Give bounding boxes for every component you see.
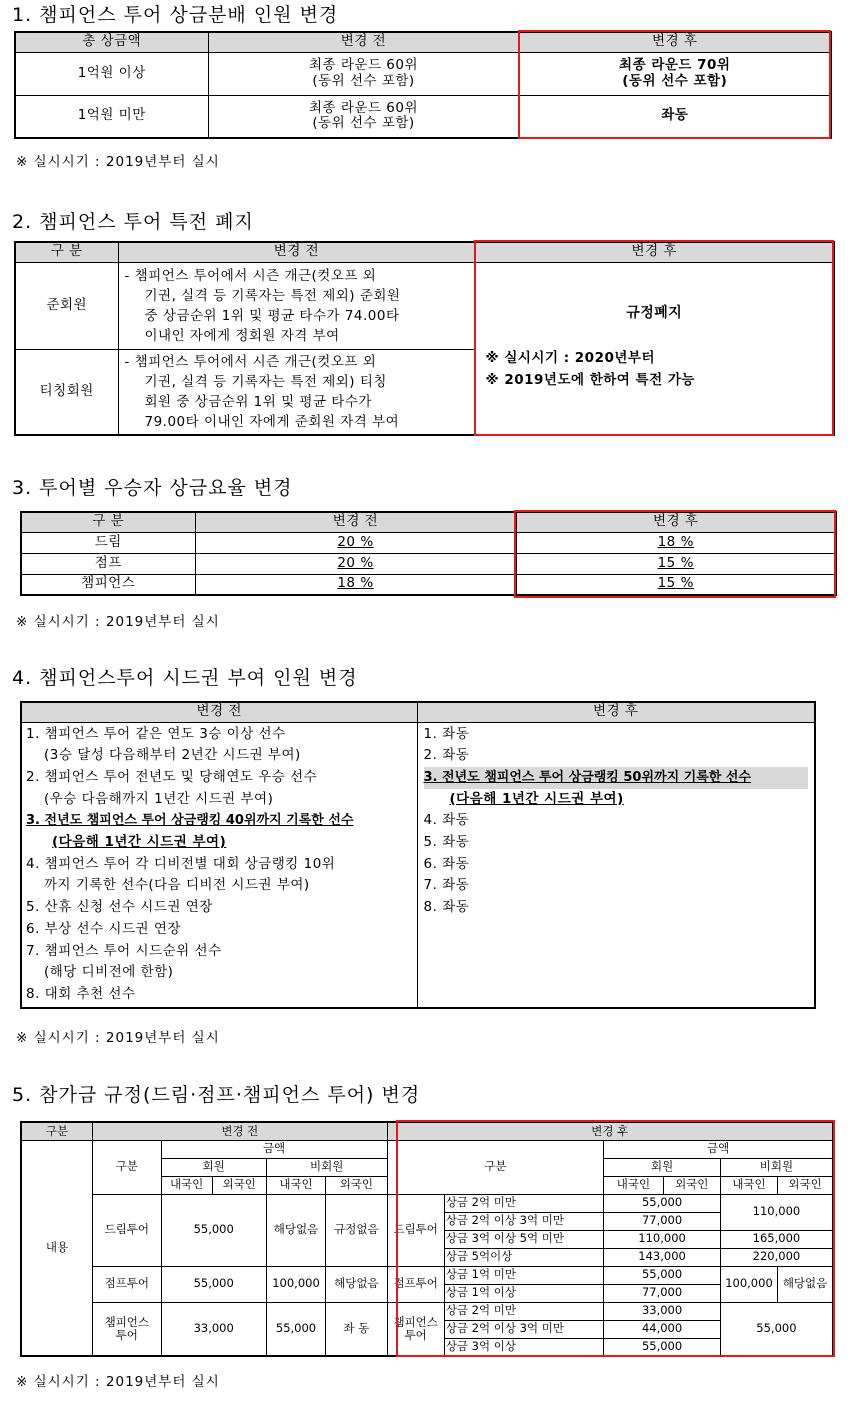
prize-distribution-table [14, 31, 832, 139]
text-line: - 챔피언스 투어에서 시즌 개근(컷오프 외 [124, 267, 377, 284]
abolished-label: 규정폐지 [626, 304, 683, 321]
privilege-table [14, 241, 835, 436]
list-item: 6. 부상 선수 시드권 연장 [26, 920, 181, 937]
header-before: 변경 전 [21, 702, 417, 722]
text-line: (동위 선수 포함) [622, 72, 728, 89]
section-3-title: 3. 투어별 우승자 상금요율 변경 [12, 477, 293, 499]
table-cell: 규정없음 [326, 1194, 387, 1266]
table-cell: 비회원 [266, 1158, 387, 1176]
table-cell: 점프 [21, 553, 195, 574]
list-item: 1. 챔피언스 투어 같은 연도 3승 이상 선수 [26, 725, 286, 742]
list-item: 1. 좌동 [423, 725, 470, 742]
table-cell: 20 % [195, 532, 516, 553]
after-list [417, 722, 815, 1008]
table-cell: 55,000 [604, 1266, 721, 1284]
text-line: 투어 [404, 1327, 427, 1342]
table-cell: 165,000 [720, 1230, 833, 1248]
table-cell: 상금 2억 이상 3억 미만 [444, 1212, 604, 1230]
section-5-title: 5. 참가금 규정(드림·점프·챔피언스 투어) 변경 [12, 1084, 421, 1106]
list-item: 2. 챔피언스 투어 전년도 및 당해연도 우승 선수 [26, 768, 318, 785]
table-cell: 외국인 [326, 1176, 387, 1194]
table-cell: 55,000 [266, 1302, 325, 1356]
table-cell: 드림투어 [387, 1194, 444, 1266]
section-1-title: 1. 챔피언스 투어 상금분배 인원 변경 [12, 4, 339, 26]
text-line: 챔피언스 [104, 1314, 150, 1329]
table-cell: 내국인 [266, 1176, 325, 1194]
list-item: 6. 좌동 [423, 855, 470, 872]
before-cell [208, 52, 519, 95]
before-list [21, 722, 417, 1008]
after-cell [519, 52, 831, 95]
text-line: 중 상금순위 1위 및 평균 타수가 74.00타 [144, 307, 400, 324]
table-cell: 회원 [161, 1158, 266, 1176]
table-cell: 15 % [516, 574, 836, 595]
table-cell: 상금 1억 이상 [444, 1284, 604, 1302]
list-item: 3. 전년도 챔피언스 투어 상금랭킹 50위까지 기록한 선수 [424, 767, 809, 789]
member-type-cell: 티칭회원 [15, 349, 118, 435]
table-cell: 55,000 [604, 1338, 721, 1356]
before-cell [118, 349, 475, 435]
text-line: 투어 [115, 1327, 138, 1342]
table-cell: 내국인 [161, 1176, 212, 1194]
list-item: (다음해 1년간 시드권 부여) [52, 834, 227, 851]
table-cell: 100,000 [266, 1266, 325, 1302]
section-5-note: ※ 실시시기 : 2019년부터 실시 [16, 1374, 220, 1390]
list-item: (해당 디비전에 한함) [44, 964, 174, 981]
text-line: - 챔피언스 투어에서 시즌 개근(컷오프 외 [124, 353, 377, 370]
table-cell [93, 1302, 162, 1356]
winner-rate-table [20, 511, 837, 596]
row-label-content: 내용 [21, 1140, 93, 1356]
text-line: 최종 라운드 60위 [308, 99, 418, 116]
list-item: 8. 좌동 [423, 899, 470, 916]
table-cell: 33,000 [161, 1302, 266, 1356]
after-note-1: ※ 실시시기 : 2020년부터 [485, 349, 655, 366]
table-cell: 44,000 [604, 1320, 721, 1338]
list-item: (다음해 1년간 시드권 부여) [449, 790, 624, 807]
table-row [21, 553, 836, 574]
table-cell: 20 % [195, 553, 516, 574]
header-before: 변경 전 [118, 242, 475, 262]
list-item: (3승 달성 다음해부터 2년간 시드권 부여) [44, 747, 301, 764]
header-total-prize: 총 상금액 [15, 32, 208, 52]
table-cell: 내국인 [720, 1176, 777, 1194]
table-cell: 18 % [516, 532, 836, 553]
table-cell: 외국인 [663, 1176, 720, 1194]
table-cell: 좌 동 [326, 1302, 387, 1356]
header-category: 구 분 [21, 512, 195, 532]
member-type-cell: 준회원 [15, 262, 118, 349]
section-3-note: ※ 실시시기 : 2019년부터 실시 [16, 614, 220, 630]
table-row [21, 1266, 833, 1284]
table-cell: 점프투어 [93, 1266, 162, 1302]
table-cell: 외국인 [778, 1176, 833, 1194]
table-row [15, 95, 831, 138]
table-cell: 드림투어 [93, 1194, 162, 1266]
list-item: 7. 챔피언스 투어 시드순위 선수 [26, 942, 222, 959]
text-line: 이내인 자에게 정회원 자격 부여 [144, 327, 340, 344]
amount-cell: 1억원 미만 [15, 95, 208, 138]
text-line: 회원 중 상금순위 1위 및 평균 타수가 [144, 393, 372, 410]
header-before: 변경 전 [93, 1122, 388, 1140]
table-cell: 회원 [604, 1158, 721, 1176]
list-item: 4. 챔피언스 투어 각 디비전별 대회 상금랭킹 10위 [26, 855, 336, 872]
header-after: 변경 후 [519, 32, 831, 52]
table-cell: 55,000 [161, 1266, 266, 1302]
list-item: 5. 산휴 신청 선수 시드권 연장 [26, 899, 213, 916]
list-item: 8. 대회 추천 선수 [26, 985, 136, 1002]
text-line: 챔피언스 [393, 1314, 438, 1329]
table-cell: 100,000 [720, 1266, 777, 1302]
table-row [21, 532, 836, 553]
after-note-2: ※ 2019년도에 한하여 특전 가능 [485, 371, 695, 388]
table-cell: 챔피언스 [21, 574, 195, 595]
table-cell: 해당없음 [326, 1266, 387, 1302]
list-item: 3. 전년도 챔피언스 투어 상금랭킹 40위까지 기록한 선수 [26, 813, 354, 829]
table-cell: 143,000 [604, 1248, 721, 1266]
table-cell: 상금 2억 미만 [444, 1194, 604, 1212]
header-after: 변경 후 [417, 702, 815, 722]
table-cell: 55,000 [161, 1194, 266, 1266]
list-item: 2. 좌동 [423, 747, 470, 764]
list-item: 7. 좌동 [423, 877, 470, 894]
entry-fee-table [20, 1121, 834, 1357]
table-cell: 해당없음 [778, 1266, 833, 1302]
text-line: 기권, 실격 등 기록자는 특전 제외) 준회원 [144, 287, 401, 304]
table-cell: 77,000 [604, 1212, 721, 1230]
text-line: 79.00타 이내인 자에게 준회원 자격 부여 [144, 413, 400, 430]
table-cell: 금액 [604, 1140, 833, 1158]
seed-table [20, 701, 816, 1009]
list-item: 5. 좌동 [423, 834, 470, 851]
text-line: 기권, 실격 등 기록자는 특전 제외) 티칭 [144, 373, 387, 390]
table-row [21, 1302, 833, 1320]
after-cell [475, 262, 834, 435]
table-cell: 상금 1억 미만 [444, 1266, 604, 1284]
table-cell: 드림 [21, 532, 195, 553]
section-1-note: ※ 실시시기 : 2019년부터 실시 [16, 154, 220, 170]
table-row [15, 262, 834, 349]
amount-cell: 1억원 이상 [15, 52, 208, 95]
before-cell [208, 95, 519, 138]
header-category: 구 분 [15, 242, 118, 262]
table-cell: 외국인 [212, 1176, 266, 1194]
table-cell: 상금 2억 미만 [444, 1302, 604, 1320]
table-cell: 55,000 [604, 1194, 721, 1212]
table-cell: 내국인 [604, 1176, 663, 1194]
list-item: 까지 기록한 선수(다음 디비전 시드권 부여) [44, 877, 310, 894]
table-cell: 110,000 [720, 1194, 833, 1230]
after-cell: 좌동 [519, 95, 831, 138]
table-cell: 점프투어 [387, 1266, 444, 1302]
table-row [21, 574, 836, 595]
table-cell: 구분 [387, 1140, 604, 1194]
table-cell: 상금 3억 이상 [444, 1338, 604, 1356]
table-cell: 33,000 [604, 1302, 721, 1320]
header-after: 변경 후 [387, 1122, 833, 1140]
table-cell: 상금 5억이상 [444, 1248, 604, 1266]
table-cell: 상금 3억 이상 5억 미만 [444, 1230, 604, 1248]
text-line: 최종 라운드 70위 [619, 56, 731, 73]
table-row [15, 52, 831, 95]
header-after: 변경 후 [475, 242, 834, 262]
text-line: (동위 선수 포함) [312, 115, 415, 132]
list-item: 4. 좌동 [423, 812, 470, 829]
header-category: 구분 [21, 1122, 93, 1140]
table-cell: 상금 2억 이상 3억 미만 [444, 1320, 604, 1338]
header-before: 변경 전 [208, 32, 519, 52]
header-after: 변경 후 [516, 512, 836, 532]
section-4-note: ※ 실시시기 : 2019년부터 실시 [16, 1030, 220, 1046]
table-cell: 금액 [161, 1140, 387, 1158]
table-cell [387, 1302, 444, 1356]
table-row [21, 1194, 833, 1212]
table-cell: 220,000 [720, 1248, 833, 1266]
list-item: (우승 다음해까지 1년간 시드권 부여) [44, 790, 274, 807]
table-cell: 55,000 [720, 1302, 833, 1356]
section-2-title: 2. 챔피언스 투어 특전 폐지 [12, 211, 254, 233]
header-before: 변경 전 [195, 512, 516, 532]
table-cell: 18 % [195, 574, 516, 595]
text-line: (동위 선수 포함) [312, 72, 415, 89]
table-cell: 110,000 [604, 1230, 721, 1248]
table-cell: 구분 [93, 1140, 162, 1194]
table-cell: 비회원 [720, 1158, 833, 1176]
table-cell: 해당없음 [266, 1194, 325, 1266]
text-line: 최종 라운드 60위 [308, 56, 418, 73]
table-cell: 15 % [516, 553, 836, 574]
before-cell [118, 262, 475, 349]
section-4-title: 4. 챔피언스투어 시드권 부여 인원 변경 [12, 667, 358, 689]
table-cell: 77,000 [604, 1284, 721, 1302]
